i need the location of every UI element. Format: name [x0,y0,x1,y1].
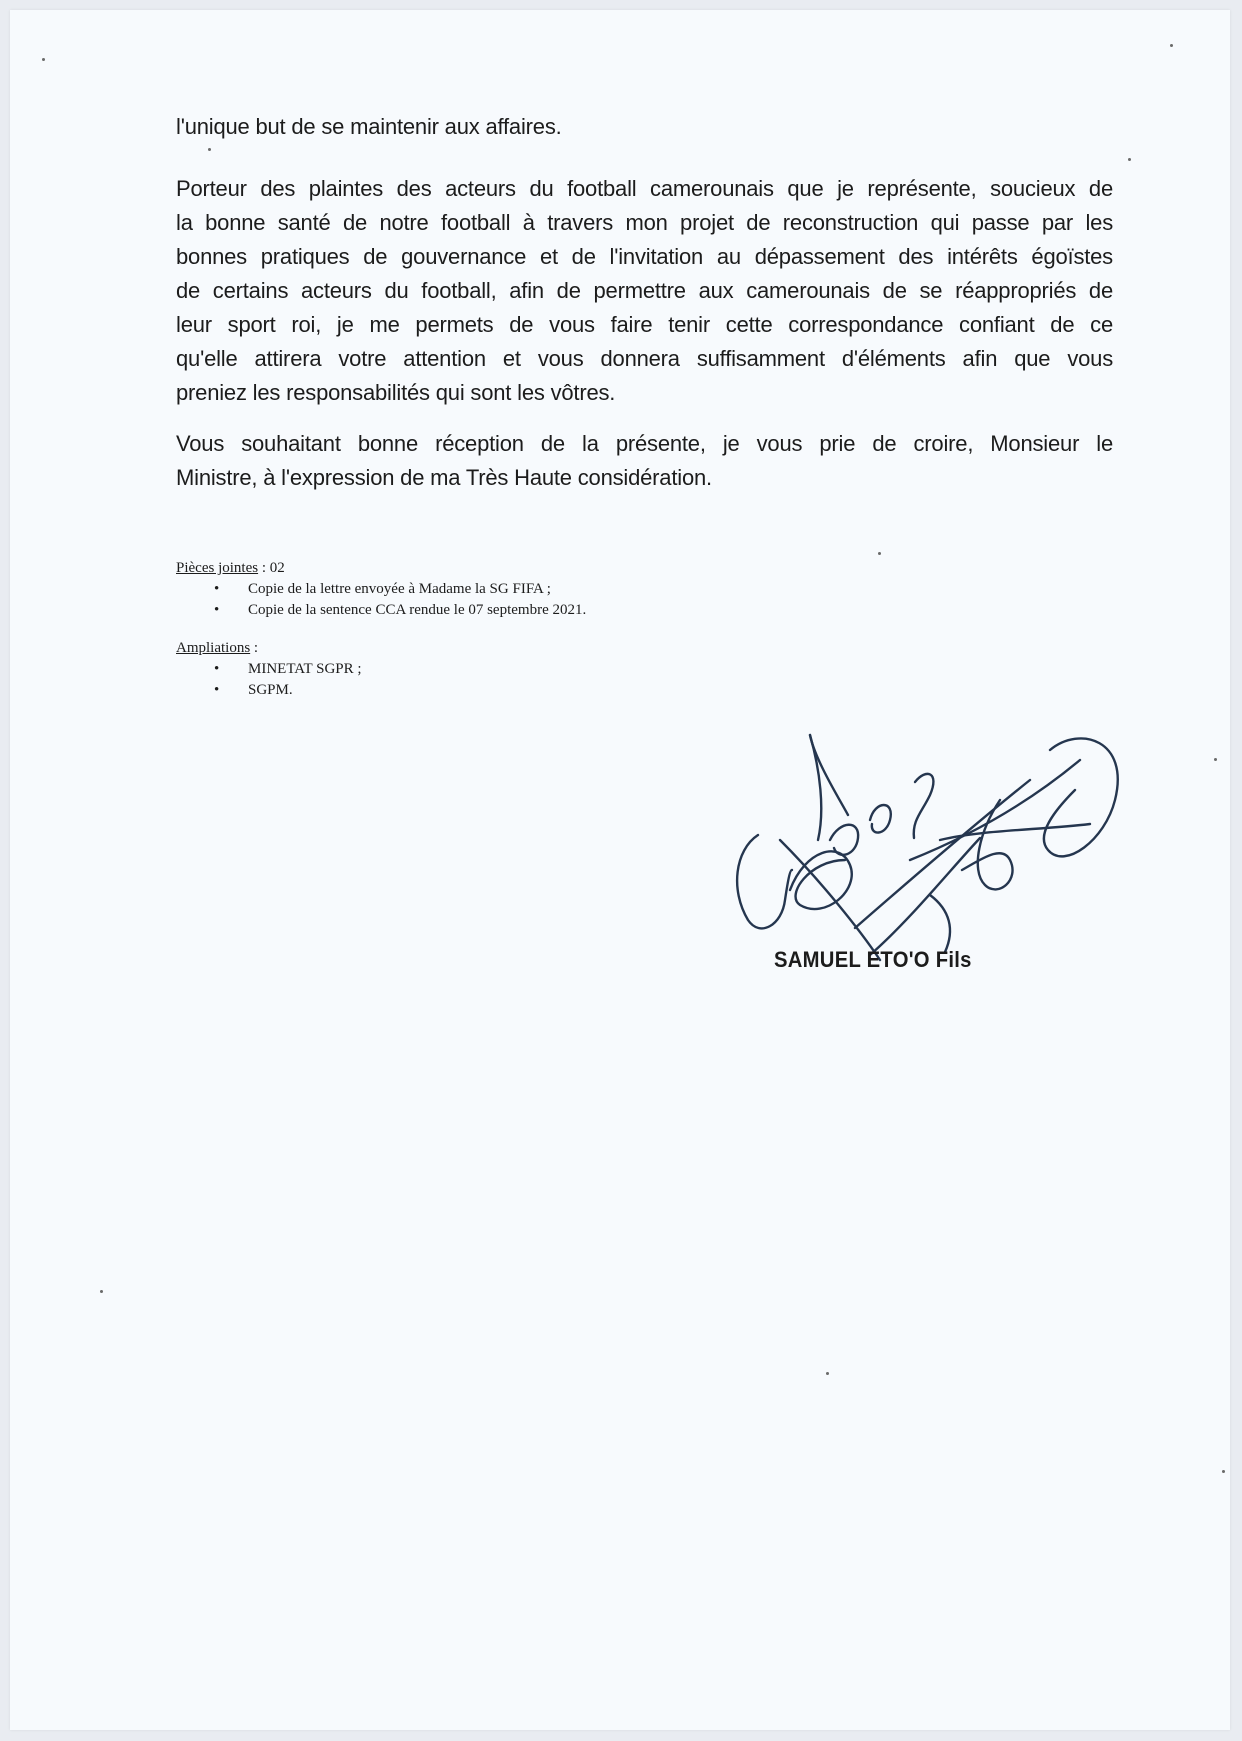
scan-speck [208,148,211,151]
scan-speck [1170,44,1173,47]
list-item [176,579,586,600]
list-item [176,680,362,701]
text-line: leur sport roi, je me permets de vous faire tenir cette correspondance confiant de ce [176,312,1113,337]
text-line: qu'elle attirera votre attention et vous donnera suffisamment d'éléments afin que vous [176,346,1113,371]
text-line: Porteur des plaintes des acteurs du football camerounais que je représente, soucieux de [176,176,1113,201]
scan-speck [42,58,45,61]
scan-speck [878,552,881,555]
attachments-section [176,560,586,621]
bullet-icon: • [214,602,220,618]
text-line: preniez les responsabilités qui sont les vôtres. [176,380,616,405]
copies-section [176,640,362,701]
attachments-heading [176,560,586,577]
copies-title: Ampliations [176,640,251,656]
bullet-icon: • [214,661,220,677]
text-line: de certains acteurs du football, afin de permettre aux camerounais de se réappropriés de [176,278,1113,303]
bullet-icon: • [214,682,220,698]
list-item-text: Copie de la sentence CCA rendue le 07 septembre 2021. [248,602,587,618]
attachments-list [176,579,586,621]
list-item [176,600,586,621]
text-line: Ministre, à l'expression de ma Très Haute considération. [176,465,712,490]
copies-list [176,659,362,701]
copies-heading [176,640,362,657]
handwritten-signature [730,720,1190,970]
text-line: Vous souhaitant bonne réception de la présente, je vous prie de croire, Monsieur le [176,431,1113,456]
list-item-text: Copie de la lettre envoyée à Madame la SG FIFA ; [248,581,551,597]
letter-page [10,10,1230,1730]
list-item [176,659,362,680]
bullet-icon: • [214,581,220,597]
text-line: l'unique but de se maintenir aux affaires. [176,114,562,139]
scan-speck [1214,758,1217,761]
attachments-title: Pièces jointes [176,560,259,576]
list-item-text: SGPM. [248,682,293,698]
scan-speck [1222,1470,1225,1473]
copies-suffix: : [250,640,259,656]
paragraph-closing-clause [176,110,1113,144]
paragraph-salutation [176,427,1113,495]
text-line: la bonne santé de notre football à travers mon projet de reconstruction qui passe par les [176,210,1113,235]
signer-name: SAMUEL ETO'O Fils [774,947,972,972]
paragraph-complaints [176,172,1113,410]
text-line: bonnes pratiques de gouvernance et de l'invitation au dépassement des intérêts égoïstes [176,244,1113,269]
list-item-text: MINETAT SGPR ; [248,661,362,677]
scan-speck [826,1372,829,1375]
scan-speck [100,1290,103,1293]
scan-speck [1128,158,1131,161]
attachments-count: : 02 [261,560,285,576]
